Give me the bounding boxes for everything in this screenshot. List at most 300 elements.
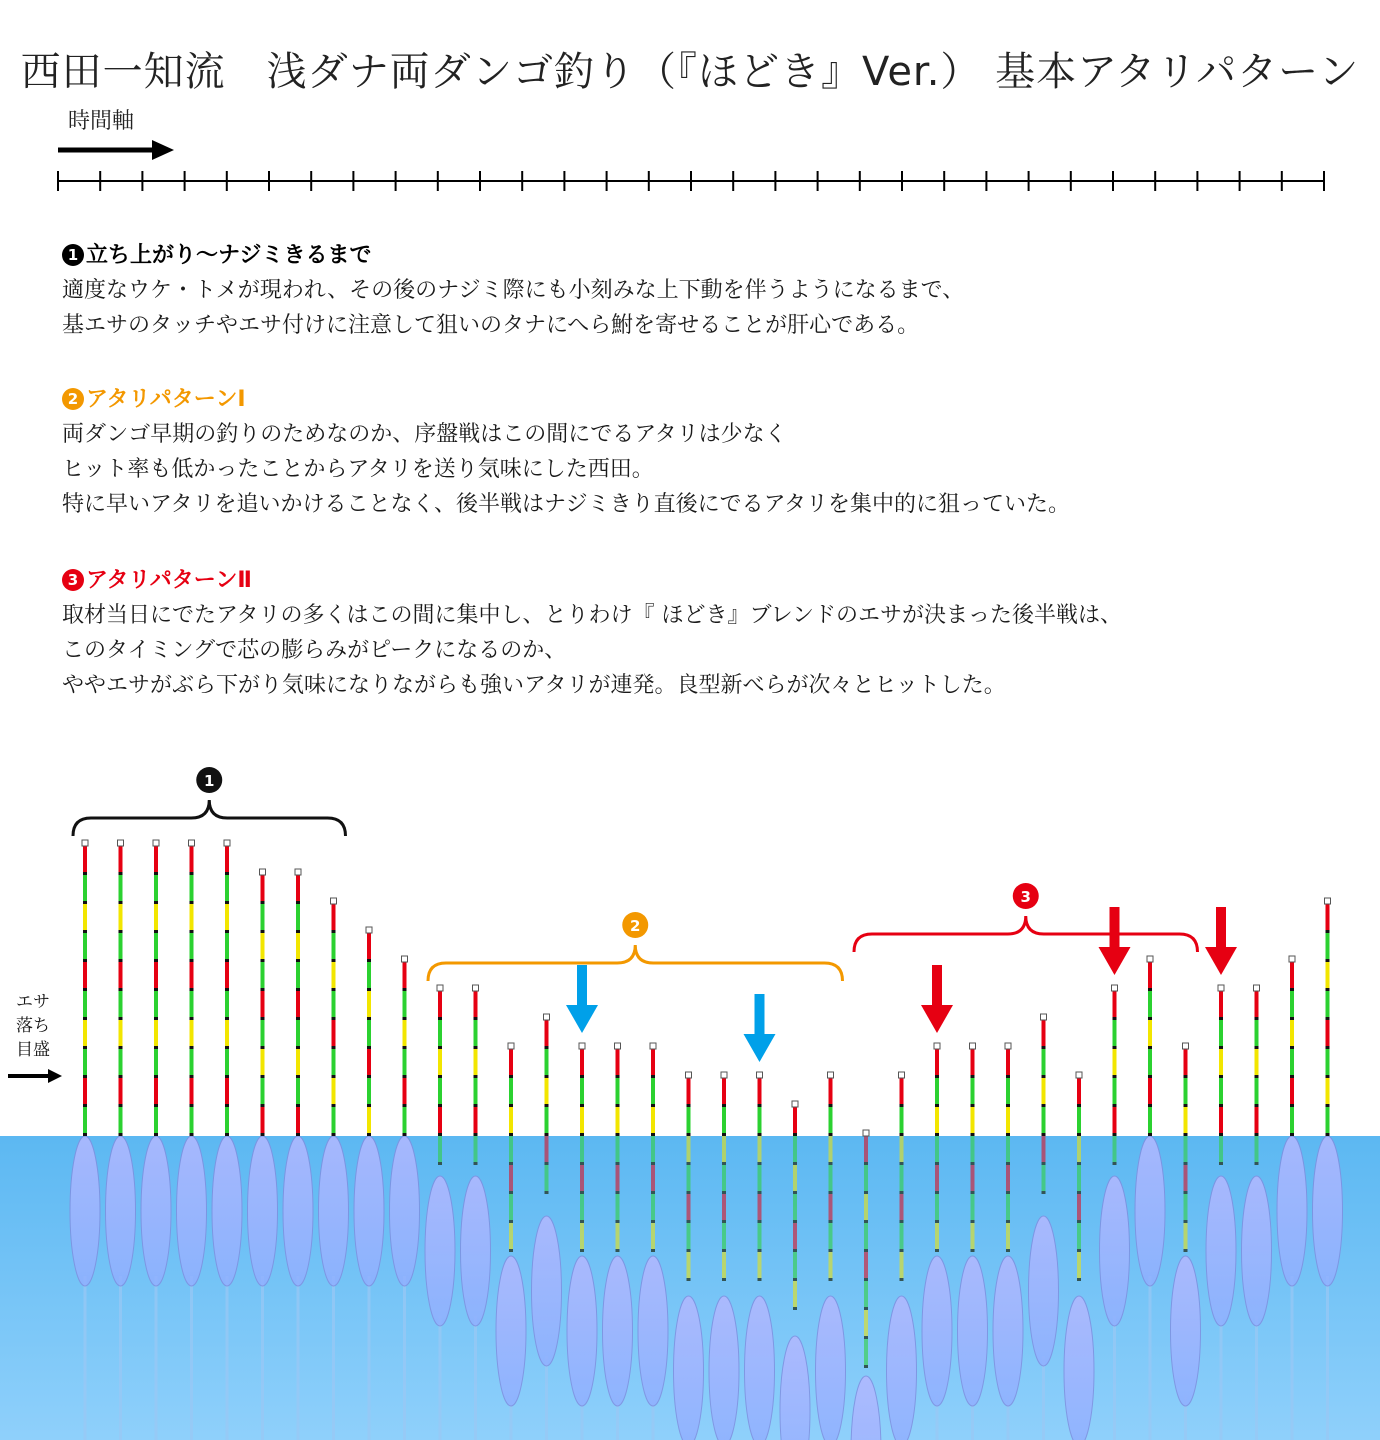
float-tip-divider bbox=[154, 930, 158, 933]
float-tip-divider bbox=[1184, 1104, 1188, 1107]
float-tip-segment bbox=[793, 1281, 797, 1310]
float-diagram bbox=[0, 720, 1380, 1440]
float-tip-divider bbox=[971, 1104, 975, 1107]
float-tip-segment bbox=[1006, 1223, 1010, 1252]
float-tip-segment bbox=[83, 1107, 87, 1136]
float-tip-divider bbox=[616, 1104, 620, 1107]
float-tip-divider bbox=[438, 1133, 442, 1136]
float-tip-segment bbox=[296, 933, 300, 962]
float-tip-divider bbox=[616, 1075, 620, 1078]
float-tip-segment bbox=[758, 1223, 762, 1252]
float-tip-divider bbox=[864, 1307, 868, 1310]
float-tip-divider bbox=[580, 1220, 584, 1223]
float-tip-segment bbox=[367, 962, 371, 991]
float-tip-segment bbox=[971, 1078, 975, 1107]
float-tip-divider bbox=[1113, 1075, 1117, 1078]
float-body bbox=[1135, 1136, 1165, 1286]
float-tip-segment bbox=[1255, 1020, 1259, 1049]
float-tip-segment bbox=[864, 1194, 868, 1223]
float-tip-segment bbox=[616, 1223, 620, 1252]
bite-arrow-icon bbox=[921, 965, 953, 1033]
float-tip-segment bbox=[154, 1078, 158, 1107]
float-tip-cap bbox=[686, 1072, 692, 1078]
section-3-line: このタイミングで芯の膨らみがピークになるのか、 bbox=[62, 638, 567, 663]
float-tip-segment bbox=[438, 1049, 442, 1078]
float-tip-divider bbox=[296, 930, 300, 933]
float-tip-segment bbox=[225, 904, 229, 933]
float-tip-divider bbox=[935, 1104, 939, 1107]
section-2-line: 両ダンゴ早期の釣りのためなのか、序盤戦はこの間にでるアタリは少なく bbox=[62, 422, 787, 447]
float-tip-divider bbox=[83, 959, 87, 962]
float-tip-divider bbox=[296, 1104, 300, 1107]
float-tip-segment bbox=[1113, 1049, 1117, 1078]
float-tip-segment bbox=[1042, 1136, 1046, 1165]
bite-arrow-shaft bbox=[1110, 907, 1120, 951]
float-tip-divider bbox=[1255, 1162, 1259, 1165]
float-tip-divider bbox=[1184, 1249, 1188, 1252]
float-tip-divider bbox=[1077, 1133, 1081, 1136]
float-tip-segment bbox=[1148, 1049, 1152, 1078]
float-tip-segment bbox=[580, 1049, 584, 1078]
float-body bbox=[887, 1296, 917, 1440]
float-tip-divider bbox=[1113, 1017, 1117, 1020]
float-tip-cap bbox=[1254, 985, 1260, 991]
float-tip-divider bbox=[758, 1249, 762, 1252]
float-tip-segment bbox=[190, 1049, 194, 1078]
float-tip-segment bbox=[154, 875, 158, 904]
float-tip-segment bbox=[119, 1107, 123, 1136]
float-tip-divider bbox=[935, 1191, 939, 1194]
float-tip-divider bbox=[296, 959, 300, 962]
float-tip-segment bbox=[119, 1049, 123, 1078]
float-tip-segment bbox=[1077, 1165, 1081, 1194]
float-tip-divider bbox=[1042, 1162, 1046, 1165]
float-tip-divider bbox=[545, 1075, 549, 1078]
float-tip-segment bbox=[793, 1107, 797, 1136]
float-tip-segment bbox=[1113, 1107, 1117, 1136]
float-tip-segment bbox=[971, 1165, 975, 1194]
float-tip-divider bbox=[758, 1278, 762, 1281]
float-tip-divider bbox=[367, 1075, 371, 1078]
float-tip-segment bbox=[687, 1136, 691, 1165]
float-tip-divider bbox=[793, 1307, 797, 1310]
float-tip-segment bbox=[935, 1049, 939, 1078]
float-tip-divider bbox=[793, 1249, 797, 1252]
float-tip-segment bbox=[1006, 1078, 1010, 1107]
float-tip-divider bbox=[864, 1162, 868, 1165]
float-tip-segment bbox=[793, 1165, 797, 1194]
float-tip-segment bbox=[119, 846, 123, 875]
float-tip-segment bbox=[367, 1049, 371, 1078]
float-tip-segment bbox=[474, 1107, 478, 1136]
float-tip-divider bbox=[864, 1249, 868, 1252]
float-tip-cap bbox=[1147, 956, 1153, 962]
float-tip-cap bbox=[1289, 956, 1295, 962]
float-body bbox=[390, 1136, 420, 1286]
float-tip-segment bbox=[900, 1252, 904, 1281]
float-tip-cap bbox=[295, 869, 301, 875]
float-tip-segment bbox=[580, 1223, 584, 1252]
float-tip-segment bbox=[509, 1049, 513, 1078]
float-tip-divider bbox=[545, 1191, 549, 1194]
float-tip-segment bbox=[1326, 962, 1330, 991]
float-tip-segment bbox=[829, 1252, 833, 1281]
float-tip-divider bbox=[1255, 1075, 1259, 1078]
section-3-heading bbox=[62, 563, 1352, 594]
float-tip-divider bbox=[225, 1133, 229, 1136]
bite-arrow-icon bbox=[1099, 907, 1131, 975]
float-tip-divider bbox=[900, 1133, 904, 1136]
section-3 bbox=[62, 563, 1352, 703]
float-tip-segment bbox=[935, 1078, 939, 1107]
float-body bbox=[1100, 1176, 1130, 1326]
float-tip-divider bbox=[83, 872, 87, 875]
float-tip-divider bbox=[651, 1104, 655, 1107]
float-tip-segment bbox=[1148, 1107, 1152, 1136]
float-tip-segment bbox=[900, 1165, 904, 1194]
float-tip-divider bbox=[438, 1046, 442, 1049]
float-tip-divider bbox=[154, 959, 158, 962]
float-tip-divider bbox=[296, 988, 300, 991]
float-tip-segment bbox=[296, 1107, 300, 1136]
float-tip-divider bbox=[119, 988, 123, 991]
float-tip-divider bbox=[864, 1365, 868, 1368]
float-tip-divider bbox=[225, 1046, 229, 1049]
float-body bbox=[603, 1256, 633, 1406]
float-tip-segment bbox=[509, 1078, 513, 1107]
float-tip-divider bbox=[403, 988, 407, 991]
float-tip-divider bbox=[225, 930, 229, 933]
float-tip-divider bbox=[261, 901, 265, 904]
float-tip-segment bbox=[332, 904, 336, 933]
float-tip-segment bbox=[1326, 1078, 1330, 1107]
float-tip-segment bbox=[296, 1049, 300, 1078]
float-tip-segment bbox=[971, 1107, 975, 1136]
float-tip-segment bbox=[332, 1078, 336, 1107]
float-tip-segment bbox=[971, 1049, 975, 1078]
float-body bbox=[283, 1136, 313, 1286]
float-tip-segment bbox=[687, 1078, 691, 1107]
float-tip-segment bbox=[864, 1310, 868, 1339]
float-tip-divider bbox=[935, 1133, 939, 1136]
float-tip-segment bbox=[261, 904, 265, 933]
float-tip-segment bbox=[83, 1078, 87, 1107]
float-tip-segment bbox=[545, 1049, 549, 1078]
float-tip-divider bbox=[935, 1075, 939, 1078]
float-tip-divider bbox=[261, 1133, 265, 1136]
bite-arrow-icon bbox=[744, 994, 776, 1062]
float-tip-segment bbox=[225, 991, 229, 1020]
float-tip-divider bbox=[971, 1162, 975, 1165]
float-tip-divider bbox=[580, 1075, 584, 1078]
float-tip-segment bbox=[1113, 1020, 1117, 1049]
float-tip-segment bbox=[1184, 1223, 1188, 1252]
float-tip-divider bbox=[332, 930, 336, 933]
float-tip-divider bbox=[332, 1133, 336, 1136]
float-tip-segment bbox=[1077, 1136, 1081, 1165]
float-tip-divider bbox=[722, 1191, 726, 1194]
float-tip-segment bbox=[332, 991, 336, 1020]
float-tip-divider bbox=[864, 1278, 868, 1281]
float-tip-divider bbox=[225, 1104, 229, 1107]
float-body bbox=[993, 1256, 1023, 1406]
float-tip-cap bbox=[1218, 985, 1224, 991]
float-tip-divider bbox=[83, 1133, 87, 1136]
float-body bbox=[1171, 1256, 1201, 1406]
float-tip-divider bbox=[1326, 959, 1330, 962]
float-tip-segment bbox=[971, 1136, 975, 1165]
float-tip-divider bbox=[793, 1278, 797, 1281]
float-tip-divider bbox=[403, 1133, 407, 1136]
float-tip-segment bbox=[864, 1136, 868, 1165]
float-tip-divider bbox=[83, 1046, 87, 1049]
float-tip-divider bbox=[758, 1133, 762, 1136]
float-tip-divider bbox=[1326, 1075, 1330, 1078]
float-tip-divider bbox=[119, 1075, 123, 1078]
float-tip-segment bbox=[154, 933, 158, 962]
float-tip-cap bbox=[1005, 1043, 1011, 1049]
float-tip-divider bbox=[1077, 1162, 1081, 1165]
float-tip-divider bbox=[1184, 1162, 1188, 1165]
float-tip-segment bbox=[1219, 1020, 1223, 1049]
float-tip-divider bbox=[722, 1220, 726, 1223]
bracket bbox=[428, 945, 843, 981]
float-tip-cap bbox=[153, 840, 159, 846]
float-tip-divider bbox=[119, 959, 123, 962]
float-tip-cap bbox=[366, 927, 372, 933]
float-tip-segment bbox=[616, 1049, 620, 1078]
float-tip-divider bbox=[580, 1191, 584, 1194]
float-tip-divider bbox=[225, 988, 229, 991]
float-tip-divider bbox=[722, 1104, 726, 1107]
float-tip-divider bbox=[1113, 1162, 1117, 1165]
float-tip-segment bbox=[1077, 1223, 1081, 1252]
float-tip-segment bbox=[190, 904, 194, 933]
float-tip-segment bbox=[1006, 1136, 1010, 1165]
float-tip-segment bbox=[1184, 1165, 1188, 1194]
float-tip-cap bbox=[82, 840, 88, 846]
float-tip-divider bbox=[509, 1191, 513, 1194]
float-tip-segment bbox=[261, 1107, 265, 1136]
float-tip-divider bbox=[864, 1220, 868, 1223]
float-tip-segment bbox=[83, 991, 87, 1020]
float-tip-divider bbox=[1006, 1104, 1010, 1107]
float-tip-divider bbox=[190, 901, 194, 904]
float-tip-divider bbox=[438, 1104, 442, 1107]
float-tip-divider bbox=[225, 959, 229, 962]
float-tip-segment bbox=[1184, 1049, 1188, 1078]
float-tip-segment bbox=[935, 1223, 939, 1252]
float-tip-segment bbox=[1326, 1049, 1330, 1078]
float-tip-divider bbox=[1077, 1220, 1081, 1223]
float-tip-divider bbox=[119, 930, 123, 933]
float-tip-cap bbox=[331, 898, 337, 904]
bracket-number: 1 bbox=[204, 772, 215, 790]
float-tip-segment bbox=[1290, 991, 1294, 1020]
float-tip-segment bbox=[332, 962, 336, 991]
float-tip-segment bbox=[722, 1252, 726, 1281]
float-tip-divider bbox=[1219, 1133, 1223, 1136]
float-tip-segment bbox=[1255, 1107, 1259, 1136]
float-tip-divider bbox=[687, 1249, 691, 1252]
float-tip-segment bbox=[261, 1049, 265, 1078]
float-body bbox=[496, 1256, 526, 1406]
float-tip-divider bbox=[545, 1046, 549, 1049]
float-tip-segment bbox=[864, 1339, 868, 1368]
float-tip-segment bbox=[722, 1223, 726, 1252]
float-tip-divider bbox=[1219, 1046, 1223, 1049]
float-tip-segment bbox=[1184, 1136, 1188, 1165]
float-tip-divider bbox=[261, 1046, 265, 1049]
float-tip-segment bbox=[1148, 1078, 1152, 1107]
float-tip-divider bbox=[1148, 988, 1152, 991]
float-tip-segment bbox=[1148, 962, 1152, 991]
float-body bbox=[319, 1136, 349, 1286]
float-tip-segment bbox=[1290, 1078, 1294, 1107]
bite-arrow-shaft bbox=[577, 965, 587, 1009]
float-tip-divider bbox=[1219, 1162, 1223, 1165]
float-tip-divider bbox=[616, 1220, 620, 1223]
float-tip-segment bbox=[935, 1165, 939, 1194]
float-tip-segment bbox=[154, 962, 158, 991]
float-tip-segment bbox=[1148, 1020, 1152, 1049]
float-tip-divider bbox=[864, 1191, 868, 1194]
float-tip-segment bbox=[367, 1020, 371, 1049]
float-tip-divider bbox=[154, 1046, 158, 1049]
float-body bbox=[922, 1256, 952, 1406]
float-tip-divider bbox=[971, 1133, 975, 1136]
float-tip-segment bbox=[190, 846, 194, 875]
float-tip-segment bbox=[1006, 1049, 1010, 1078]
float-tip-divider bbox=[1184, 1133, 1188, 1136]
float-tip-segment bbox=[829, 1107, 833, 1136]
float-tip-segment bbox=[687, 1107, 691, 1136]
float-tip-divider bbox=[1326, 1017, 1330, 1020]
float-tip-divider bbox=[438, 1075, 442, 1078]
float-tip-divider bbox=[225, 1075, 229, 1078]
float-tip-divider bbox=[616, 1162, 620, 1165]
float-tip-segment bbox=[1255, 991, 1259, 1020]
float-tip-divider bbox=[1255, 1017, 1259, 1020]
section-3-line: 取材当日にでたアタリの多くはこの間に集中し、とりわけ『 ほどき』ブレンドのエサが決まった後半戦は、 bbox=[62, 603, 1123, 628]
float-tip-segment bbox=[580, 1194, 584, 1223]
float-tip-divider bbox=[1113, 1104, 1117, 1107]
float-tip-segment bbox=[83, 875, 87, 904]
section-1-heading bbox=[62, 238, 1352, 269]
float-tip-segment bbox=[580, 1078, 584, 1107]
float-body bbox=[461, 1176, 491, 1326]
float-tip-cap bbox=[899, 1072, 905, 1078]
float-tip-divider bbox=[651, 1162, 655, 1165]
float-tip-cap bbox=[402, 956, 408, 962]
float-tip-segment bbox=[474, 1136, 478, 1165]
float-tip-divider bbox=[1077, 1104, 1081, 1107]
time-axis-label: 時間軸 bbox=[68, 109, 135, 134]
float-tip-divider bbox=[722, 1249, 726, 1252]
float-tip-divider bbox=[687, 1104, 691, 1107]
float-tip-segment bbox=[509, 1223, 513, 1252]
float-tip-divider bbox=[1042, 1133, 1046, 1136]
float-tip-segment bbox=[829, 1078, 833, 1107]
float-tip-divider bbox=[367, 1104, 371, 1107]
float-tip-divider bbox=[651, 1075, 655, 1078]
bite-arrow-head bbox=[744, 1034, 776, 1062]
float-tip-segment bbox=[722, 1194, 726, 1223]
float-tip-segment bbox=[545, 1107, 549, 1136]
float-tip-segment bbox=[1219, 1049, 1223, 1078]
float-tip-segment bbox=[1184, 1078, 1188, 1107]
float-tip-segment bbox=[793, 1136, 797, 1165]
float-tip-segment bbox=[296, 962, 300, 991]
float-tip-divider bbox=[1148, 1104, 1152, 1107]
float-tip-divider bbox=[1148, 1075, 1152, 1078]
float-tip-divider bbox=[1326, 988, 1330, 991]
float-tip-divider bbox=[438, 1017, 442, 1020]
float-tip-cap bbox=[437, 985, 443, 991]
float-tip-segment bbox=[580, 1136, 584, 1165]
float-tip-divider bbox=[829, 1220, 833, 1223]
float-tip-divider bbox=[261, 930, 265, 933]
float-tip-divider bbox=[1042, 1046, 1046, 1049]
float-tip-divider bbox=[1006, 1162, 1010, 1165]
float-tip-segment bbox=[438, 1136, 442, 1165]
float-body bbox=[638, 1256, 668, 1406]
float-tip-segment bbox=[545, 1165, 549, 1194]
float-tip-cap bbox=[118, 840, 124, 846]
float-tip-segment bbox=[190, 1078, 194, 1107]
float-tip-divider bbox=[1148, 1133, 1152, 1136]
float-tip-segment bbox=[758, 1136, 762, 1165]
float-tip-segment bbox=[119, 1078, 123, 1107]
float-tip-divider bbox=[509, 1075, 513, 1078]
float-tip-divider bbox=[935, 1249, 939, 1252]
float-tip-segment bbox=[935, 1136, 939, 1165]
float-tip-divider bbox=[154, 901, 158, 904]
float-tip-divider bbox=[900, 1162, 904, 1165]
float-tip-segment bbox=[403, 1107, 407, 1136]
float-tip-segment bbox=[190, 1107, 194, 1136]
float-tip-segment bbox=[83, 1020, 87, 1049]
float-tip-segment bbox=[545, 1136, 549, 1165]
float-tip-divider bbox=[190, 959, 194, 962]
float-tip-cap bbox=[1112, 985, 1118, 991]
float-tip-segment bbox=[1184, 1194, 1188, 1223]
float-tip-segment bbox=[1219, 1078, 1223, 1107]
float-tip-segment bbox=[296, 1078, 300, 1107]
float-tip-divider bbox=[1326, 1133, 1330, 1136]
section-2-line: ヒット率も低かったことからアタリを送り気味にした西田。 bbox=[62, 457, 654, 482]
float-tip-divider bbox=[1290, 1017, 1294, 1020]
float-tip-segment bbox=[225, 846, 229, 875]
float-tip-divider bbox=[474, 1075, 478, 1078]
float-tip-divider bbox=[1290, 1075, 1294, 1078]
bite-arrow-icon bbox=[566, 965, 598, 1033]
float-tip-segment bbox=[722, 1136, 726, 1165]
float-tip-divider bbox=[154, 1133, 158, 1136]
float-tip-divider bbox=[296, 1017, 300, 1020]
float-tip-segment bbox=[296, 991, 300, 1020]
float-body bbox=[674, 1296, 704, 1440]
float-tip-divider bbox=[474, 1133, 478, 1136]
section-2 bbox=[62, 382, 1352, 522]
section-3-heading-text: アタリパターンⅡ bbox=[86, 568, 252, 593]
float-body bbox=[177, 1136, 207, 1286]
float-tip-segment bbox=[332, 933, 336, 962]
float-tip-segment bbox=[864, 1281, 868, 1310]
float-tip-segment bbox=[651, 1223, 655, 1252]
float-tip-divider bbox=[1113, 1133, 1117, 1136]
float-tip-divider bbox=[1219, 1017, 1223, 1020]
